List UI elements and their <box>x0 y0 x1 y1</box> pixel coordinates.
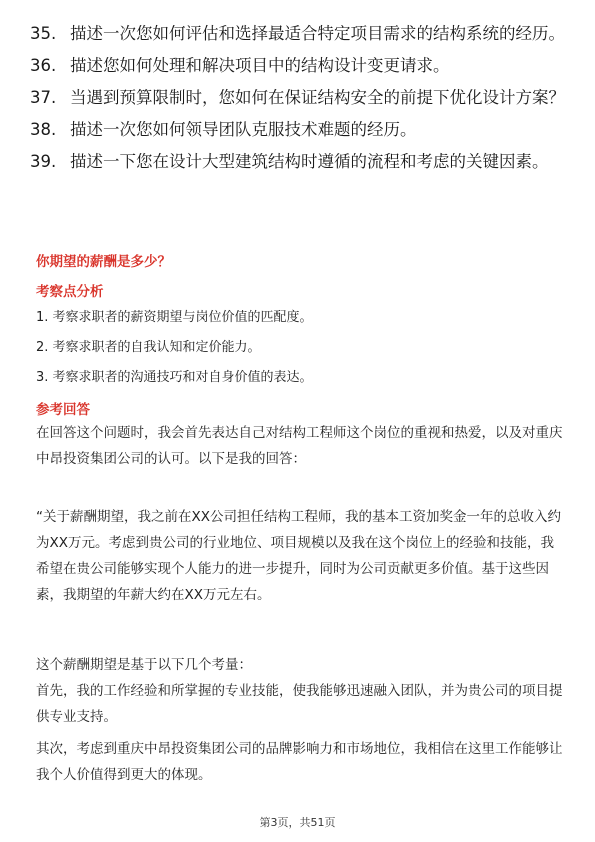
question-list <box>30 22 570 182</box>
answer-paragraph-quote: “关于薪酬期望，我之前在XX公司担任结构工程师，我的基本工资加奖金一年的总收入约为XX万元。考虑到贵公司的行业地位、项目规模以及我在这个岗位上的经验和技能，我希望在贵公司能够实现个人能力的进一步提升，同时为公司贡献更多价值。基于这些因素，我期望的年薪大约在XX万元左右。 <box>36 509 561 603</box>
question-text: 当遇到预算限制时，您如何在保证结构安全的前提下优化设计方案？ <box>70 88 565 107</box>
question-number: 39. <box>30 152 57 171</box>
answer-paragraph-intro: 在回答这个问题时，我会首先表达自己对结构工程师这个岗位的重视和热爱，以及对重庆中昂投资集团公司的认可。以下是我的回答： <box>36 425 563 467</box>
question-number: 36. <box>30 56 57 75</box>
analysis-item: 1. 考察求职者的薪资期望与岗位价值的匹配度。 <box>36 310 313 325</box>
question-number: 35. <box>30 24 57 43</box>
question-number: 37. <box>30 88 57 107</box>
list-item <box>30 150 570 174</box>
answer-heading: 参考回答 <box>36 402 90 418</box>
analysis-item: 2. 考察求职者的自我认知和定价能力。 <box>36 340 261 355</box>
analysis-heading: 考察点分析 <box>36 284 104 300</box>
answer-paragraph-first: 首先，我的工作经验和所掌握的专业技能，使我能够迅速融入团队，并为贵公司的项目提供专业支持。 <box>36 683 563 725</box>
answer-paragraph-lead: 这个薪酬期望是基于以下几个考量： <box>36 657 252 673</box>
question-text: 描述您如何处理和解决项目中的结构设计变更请求。 <box>70 56 450 75</box>
question-number: 38. <box>30 120 57 139</box>
list-item <box>30 22 570 46</box>
list-item <box>30 54 570 78</box>
question-text: 描述一次您如何领导团队克服技术难题的经历。 <box>70 120 417 139</box>
question-text: 描述一下您在设计大型建筑结构时遵循的流程和考虑的关键因素。 <box>70 152 549 171</box>
answer-paragraph-second: 其次，考虑到重庆中昂投资集团公司的品牌影响力和市场地位，我相信在这里工作能够让我个人价值得到更大的体现。 <box>36 741 563 783</box>
question-text: 描述一次您如何评估和选择最适合特定项目需求的结构系统的经历。 <box>70 24 565 43</box>
list-item <box>30 118 570 142</box>
page-footer: 第3页，共51页 <box>259 816 336 829</box>
salary-question-heading: 你期望的薪酬是多少？ <box>36 254 171 270</box>
list-item <box>30 86 570 110</box>
analysis-item: 3. 考察求职者的沟通技巧和对自身价值的表达。 <box>36 370 313 385</box>
